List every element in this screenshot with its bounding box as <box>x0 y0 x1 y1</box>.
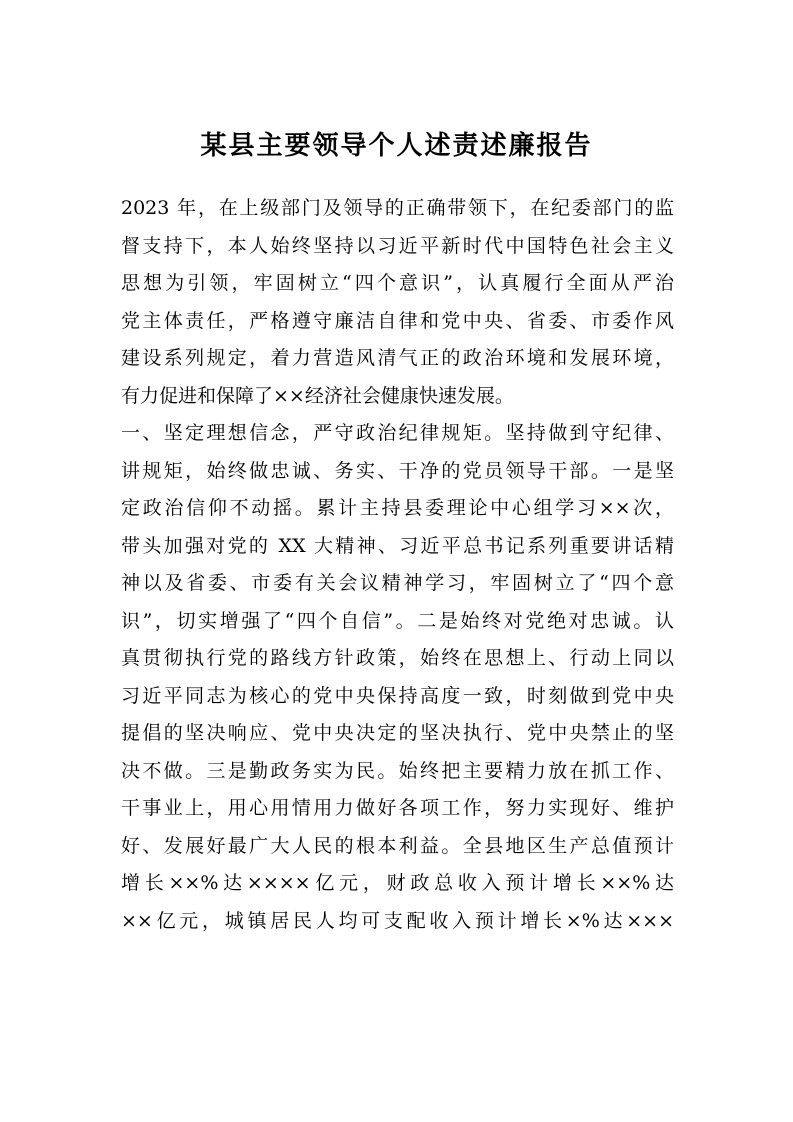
document-title: 某县主要领导个人述责述廉报告 <box>200 131 593 161</box>
text-line: 真贯彻执行党的路线方针政策，始终在思想上、行动上同以 <box>121 647 674 669</box>
text-line: ××亿元，城镇居民人均可支配收入预计增长×%达××× <box>121 909 674 932</box>
text-line: 决不做。三是勤政务实为民。始终把主要精力放在抓工作、 <box>121 759 674 782</box>
text-line: 神以及省委、市委有关会议精神学习，牢固树立了“四个意 <box>121 572 674 594</box>
document-body <box>121 190 674 940</box>
text-line: 提倡的坚决响应、党中央决定的坚决执行、党中央禁止的坚 <box>121 722 674 744</box>
text-line: 带头加强对党的 XX 大精神、习近平总书记系列重要讲话精 <box>121 534 674 557</box>
text-line: 定政治信仰不动摇。累计主持县委理论中心组学习××次， <box>121 497 674 519</box>
text-line: 习近平同志为核心的党中央保持高度一致，时刻做到党中央 <box>121 684 674 707</box>
text-line: 讲规矩，始终做忠诚、务实、干净的党员领导干部。一是坚 <box>121 459 674 482</box>
text-line: 有力促进和保障了××经济社会健康快速发展。 <box>121 384 514 407</box>
text-line: 增长××%达××××亿元，财政总收入预计增长××%达 <box>121 872 674 894</box>
text-line: 建设系列规定，着力营造风清气正的政治环境和发展环境， <box>121 347 674 369</box>
text-line: 一、坚定理想信念，严守政治纪律规矩。坚持做到守纪律、 <box>121 422 674 444</box>
text-line: 2023 年，在上级部门及领导的正确带领下，在纪委部门的监 <box>121 197 674 219</box>
text-line: 识”，切实增强了“四个自信”。二是始终对党绝对忠诚。认 <box>121 609 674 632</box>
text-line: 党主体责任，严格遵守廉洁自律和党中央、省委、市委作风 <box>121 309 674 332</box>
text-line: 思想为引领，牢固树立“四个意识”，认真履行全面从严治 <box>121 272 674 294</box>
text-line: 干事业上，用心用情用力做好各项工作，努力实现好、维护 <box>121 797 674 819</box>
text-line: 好、发展好最广大人民的根本利益。全县地区生产总值预计 <box>121 834 674 857</box>
text-line: 督支持下，本人始终坚持以习近平新时代中国特色社会主义 <box>121 234 674 257</box>
